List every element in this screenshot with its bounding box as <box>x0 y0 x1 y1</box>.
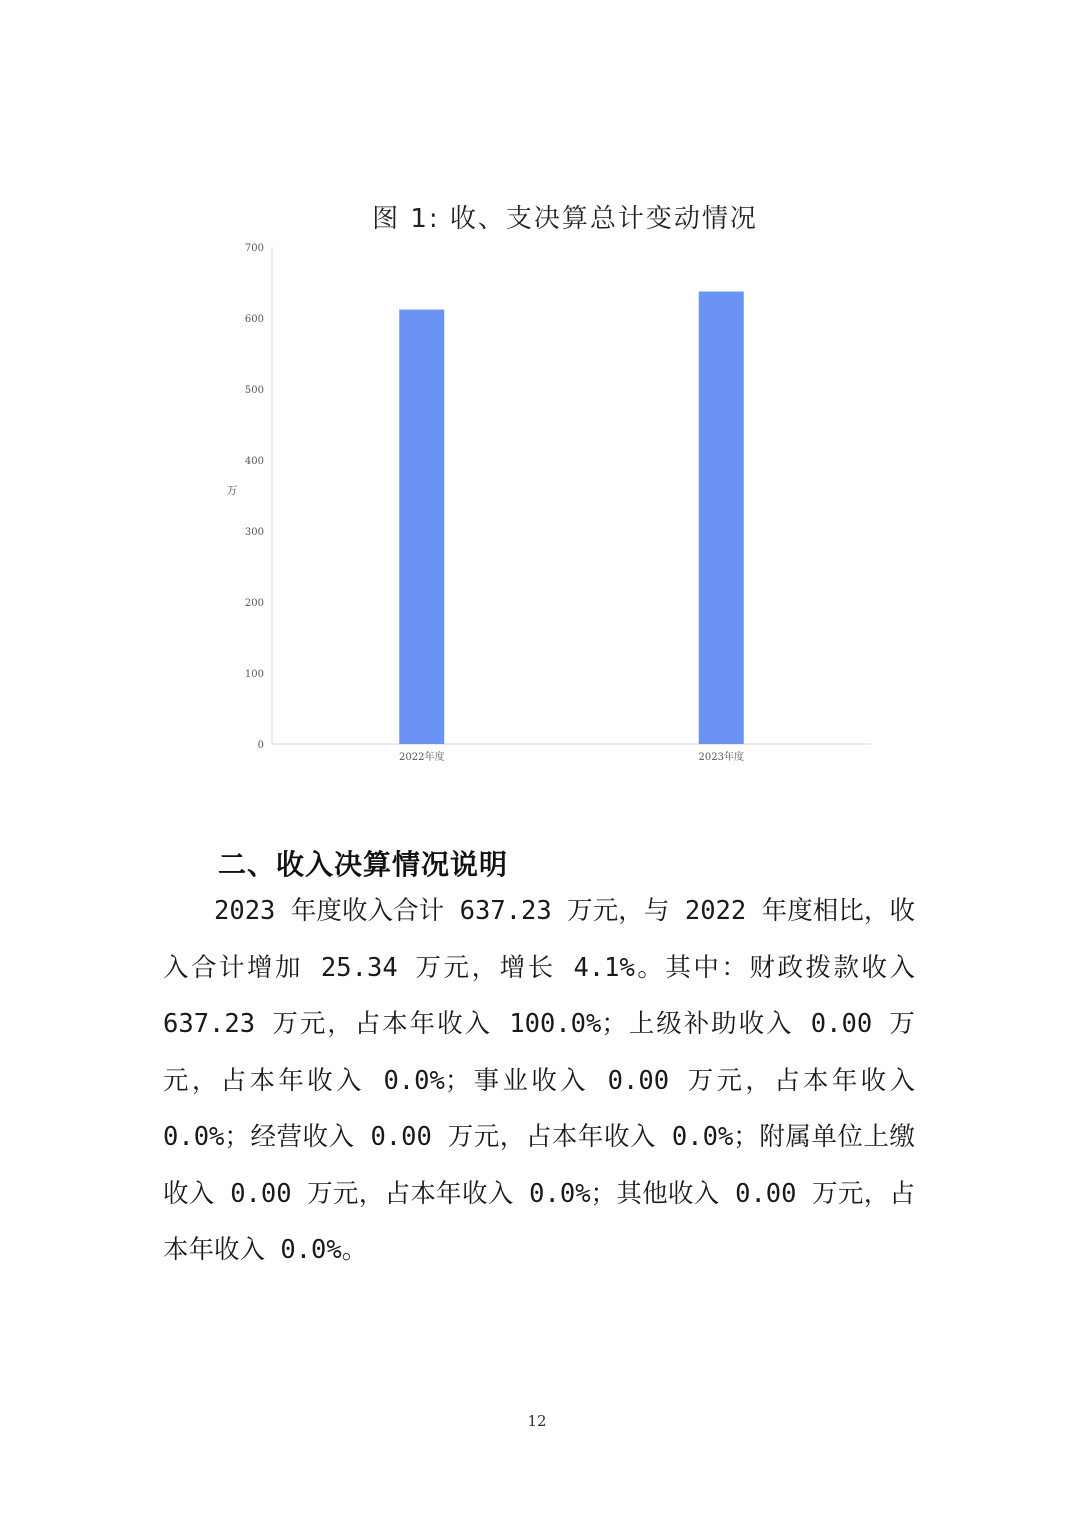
y-axis-label: 万 <box>226 484 238 497</box>
section-paragraph: 2023 年度收入合计 637.23 万元，与 2022 年度相比，收入合计增加 25.34 万元，增长 4.1%。其中：财政拨款收入 637.23 万元，占本年收入 100.0%；上级补助收入 0.00 万元，占本年收入 0.0%；事业收入 0.00 万元，占本年收入 0.0%；经营收入 0.00 万元，占本年收入 0.0%；附属单位上缴收入 0.00 万元，占本年收入 0.0%；其他收入 0.00 万元，占本年收入 0.0%。 <box>163 896 915 1265</box>
y-tick-label: 300 <box>244 527 264 538</box>
section-heading: 二、收入决算情况说明 <box>218 848 509 881</box>
x-tick-label: 2023年度 <box>698 752 744 763</box>
page-number: 12 <box>527 1412 547 1430</box>
figure-title: 图 1: 收、支决算总计变动情况 <box>372 204 758 234</box>
y-tick-label: 400 <box>244 456 264 467</box>
y-tick-label: 100 <box>244 669 264 680</box>
x-tick-label: 2022年度 <box>399 752 445 763</box>
bar-2022年度 <box>399 310 444 744</box>
y-tick-label: 0 <box>257 740 264 751</box>
bar-2023年度 <box>699 292 744 744</box>
y-tick-label: 600 <box>244 314 264 325</box>
y-tick-label: 200 <box>244 598 264 609</box>
y-tick-label: 500 <box>244 385 264 396</box>
y-tick-label: 700 <box>244 243 264 254</box>
